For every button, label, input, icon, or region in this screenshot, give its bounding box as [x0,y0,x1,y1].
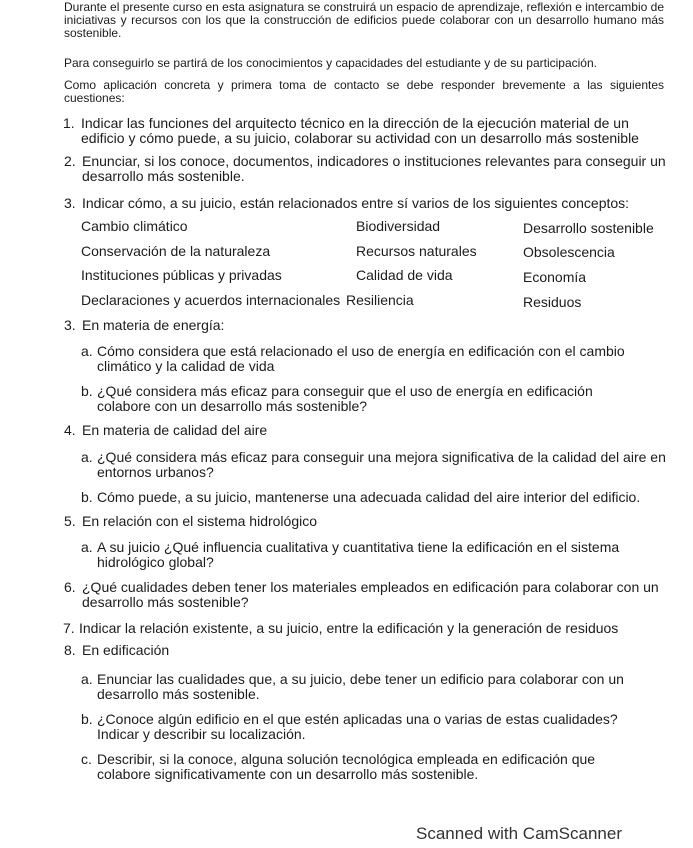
concept-item: Declaraciones y acuerdos internacionales [81,292,341,308]
concept-item: Resiliencia [346,292,414,308]
subquestion-3b-b [81,384,641,414]
concept-item: Economía [523,269,587,285]
question-text: En edificación [82,642,170,658]
concept-item: Instituciones públicas y privadas [81,267,282,283]
question-number: 1. [63,115,75,131]
question-number: 3. [64,317,76,333]
subquestion-letter: a. [81,539,93,555]
question-text: En relación con el sistema hidrológico [82,513,318,529]
subquestion-letter: a. [81,343,93,359]
subquestion-8-b [81,712,651,742]
subquestion-text: Describir, si la conoce, alguna solución tecnológica empleada en edificación que colabore significativamente con un desarrollo más sostenible. [97,751,596,782]
question-number: 3. [64,195,76,211]
question-2 [64,154,669,184]
intro-paragraph: Como aplicación concreta y primera toma de contacto se debe responder brevemente a las siguientes cuestiones: [64,78,664,105]
question-text: Indicar las funciones del arquitecto técnico en la dirección de la ejecución material de un edificio y cómo puede, a su juicio, colaborar su actividad con un desarrollo más sostenible [81,115,639,146]
question-1 [63,116,668,146]
subquestion-text: ¿Conoce algún edificio en el que estén aplicadas una o varias de estas cualidades? Indicar y describir su localización. [97,711,618,742]
question-text: Enunciar, si los conoce, documentos, indicadores o instituciones relevantes para conseguir un desarrollo más sostenible. [82,153,666,184]
subquestion-letter: a. [81,449,93,465]
question-number: 7. [63,620,75,636]
subquestion-letter: b. [81,489,93,505]
subquestion-text: Cómo puede, a su juicio, mantenerse una adecuada calidad del aire interior del edificio. [97,489,641,505]
concept-item: Residuos [523,294,582,310]
question-text: Indicar la relación existente, a su juicio, entre la edificación y la generación de residuos [79,620,619,636]
concept-item: Obsolescencia [523,244,615,260]
subquestion-text: A su juicio ¿Qué influencia cualitativa y cuantitativa tiene la edificación en el sistema hidrológico global? [97,539,620,570]
question-7 [63,621,668,636]
question-3 [64,196,669,211]
question-text: Indicar cómo, a su juicio, están relacionados entre sí varios de los siguientes conceptos: [82,195,630,211]
subquestion-letter: b. [81,383,93,399]
concept-item: Calidad de vida [356,267,453,283]
question-number: 5. [64,513,76,529]
subquestion-text: Enunciar las cualidades que, a su juicio, debe tener un edificio para colaborar con un desarrollo más sostenible. [97,671,624,702]
subquestion-5-a [81,540,651,570]
subquestion-4-b [81,490,671,505]
question-text: En materia de energía: [82,317,225,333]
subquestion-letter: a. [81,671,93,687]
question-text: En materia de calidad del aire [82,422,268,438]
question-3b [64,318,664,333]
question-6 [64,580,669,610]
subquestion-text: Cómo considera que está relacionado el uso de energía en edificación con el cambio climático y la calidad de vida [97,343,625,374]
concept-item: Recursos naturales [356,243,477,259]
scanner-watermark: Scanned with CamScanner [416,824,623,843]
question-number: 2. [64,153,76,169]
subquestion-text: ¿Qué considera más eficaz para conseguir que el uso de energía en edificación colabore con un desarrollo más sostenible? [97,383,593,414]
subquestion-8-c [81,752,641,782]
question-number: 4. [64,422,76,438]
question-text: ¿Qué cualidades deben tener los materiales empleados en edificación para colaborar con un desarrollo más sostenible? [82,579,659,610]
subquestion-letter: b. [81,711,93,727]
subquestion-8-a [81,672,651,702]
question-number: 6. [64,579,76,595]
subquestion-4-a [81,450,666,480]
concept-item: Desarrollo sostenible [523,220,654,236]
concept-item: Biodiversidad [356,218,441,234]
subquestion-letter: c. [81,751,92,767]
question-number: 8. [64,642,76,658]
question-8 [64,643,664,658]
subquestion-text: ¿Qué considera más eficaz para conseguir una mejora significativa de la calidad del aire en entornos urbanos? [97,449,666,480]
question-5 [64,514,664,529]
question-4 [64,423,664,438]
concept-item: Cambio climático [81,218,188,234]
intro-paragraph: Para conseguirlo se partirá de los conocimientos y capacidades del estudiante y de su participación. [64,56,597,70]
intro-paragraph: Durante el presente curso en esta asignatura se construirá un espacio de aprendizaje, reflexión e intercambio de iniciativas y recursos con los que la construcción de edificios puede colaborar con un desarrollo humano más sostenible. [64,0,664,40]
subquestion-3b-a [81,344,661,374]
concept-item: Conservación de la naturaleza [81,243,271,259]
